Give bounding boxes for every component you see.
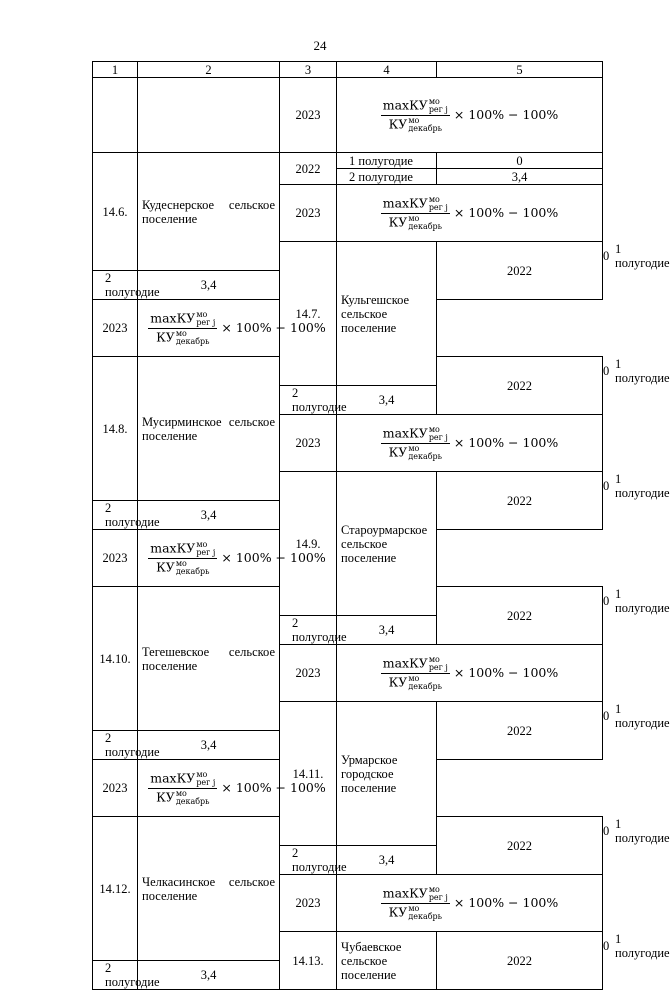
table-row: 14.7. Кульгешское сельское поселение 2022 1 полугодие 0	[93, 242, 603, 271]
formula-cell	[337, 875, 603, 932]
row-number: 14.10.	[93, 587, 138, 731]
index-value: 3,4	[138, 961, 280, 990]
header-col-4: 4	[337, 62, 437, 78]
year-cell: 2022	[437, 587, 603, 645]
row-number: 14.11.	[280, 702, 337, 846]
row-number: 14.13.	[280, 932, 337, 990]
tariff-table	[92, 61, 670, 990]
header-col-1: 1	[93, 62, 138, 78]
row-number: 14.9.	[280, 472, 337, 616]
formula-cell	[337, 415, 603, 472]
header-col-2: 2	[138, 62, 280, 78]
table-row: 14.11. Урмарское городское поселение 2022 1 полугодие 0	[93, 702, 603, 731]
year-cell: 2022	[437, 702, 603, 760]
year-cell: 2022	[437, 472, 603, 530]
settlement-name: Староурмарское сельское поселение	[337, 472, 437, 616]
half-year-label: 2 полугодие	[93, 501, 138, 530]
half-year-label: 2 полугодие	[337, 169, 437, 185]
settlement-name: Урмарское городское поселение	[337, 702, 437, 846]
formula-cell	[337, 645, 603, 702]
table-row	[93, 153, 603, 169]
row-number: 14.6.	[93, 153, 138, 271]
formula-cell	[337, 185, 603, 242]
table-row: 14.9. Староурмарское сельское поселение 2022 1 полугодие 0	[93, 472, 603, 501]
year-cell: 2022	[280, 153, 337, 185]
index-value: 3,4	[337, 616, 437, 645]
year-cell: 2023	[93, 760, 138, 817]
index-value: 3,4	[437, 169, 603, 185]
table-row: 14.8. Мусирминское сельское поселение 2022 1 полугодие 0	[93, 357, 603, 386]
settlement-name: Кудеснерское сельское поселение	[138, 153, 280, 271]
half-year-label: 2 полугодие	[280, 846, 337, 875]
formula-cell	[337, 78, 603, 153]
index-value: 3,4	[138, 271, 280, 300]
settlement-name: Челкасинское сельское поселение	[138, 817, 280, 961]
row-name-empty	[138, 78, 280, 153]
growth-formula: maxКУ мо рег j КУ мо декабрь × 100% − 100%	[382, 884, 559, 921]
index-value: 3,4	[138, 731, 280, 760]
year-cell: 2023	[280, 415, 337, 472]
settlement-name: Кульгешское сельское поселение	[337, 242, 437, 386]
year-cell: 2023	[280, 645, 337, 702]
half-year-label: 2 полугодие	[280, 616, 337, 645]
growth-formula: maxКУ мо рег j КУ мо декабрь × 100% − 100%	[382, 654, 559, 691]
growth-formula: maxКУ мо рег j КУ мо декабрь × 100% − 100%	[150, 769, 326, 806]
index-value: 3,4	[138, 501, 280, 530]
index-value: 3,4	[337, 386, 437, 415]
growth-formula: maxКУ мо рег j КУ мо декабрь × 100% − 100%	[150, 309, 326, 346]
year-cell: 2023	[280, 875, 337, 932]
year-cell: 2023	[93, 530, 138, 587]
half-year-label: 1 полугодие	[337, 153, 437, 169]
table-header-row	[93, 62, 603, 78]
year-cell: 2023	[93, 300, 138, 357]
half-year-label: 2 полугодие	[93, 961, 138, 990]
header-col-5: 5	[437, 62, 603, 78]
index-value: 0	[437, 153, 603, 169]
table-row: 14.12. Челкасинское сельское поселение 2022 1 полугодие 0	[93, 817, 603, 846]
table-row: 14.10. Тегешевское сельское поселение 2022 1 полугодие 0	[93, 587, 603, 616]
index-value: 3,4	[337, 846, 437, 875]
settlement-name: Тегешевское сельское поселение	[138, 587, 280, 731]
row-number: 14.12.	[93, 817, 138, 961]
year-cell: 2022	[437, 242, 603, 300]
growth-formula: maxКУ мо рег j КУ мо декабрь × 100% − 100%	[382, 424, 559, 461]
year-cell: 2022	[437, 357, 603, 415]
row-number: 14.8.	[93, 357, 138, 501]
row-number: 14.7.	[280, 242, 337, 386]
year-cell: 2023	[280, 78, 337, 153]
year-cell: 2022	[437, 932, 603, 990]
growth-formula: maxКУ мо рег j КУ мо декабрь × 100% − 100%	[382, 194, 559, 231]
growth-formula: maxКУ мо рег j КУ мо декабрь × 100% − 100%	[382, 96, 559, 133]
settlement-name: Мусирминское сельское поселение	[138, 357, 280, 501]
half-year-label: 2 полугодие	[280, 386, 337, 415]
table-row: 14.13. Чубаевское сельское поселение 2022 1 полугодие 0	[93, 932, 603, 961]
row-number-empty	[93, 78, 138, 153]
settlement-name: Чубаевское сельское поселение	[337, 932, 437, 990]
growth-formula: maxКУ мо рег j КУ мо декабрь × 100% − 100%	[150, 539, 326, 576]
header-col-3: 3	[280, 62, 337, 78]
half-year-label: 2 полугодие	[93, 271, 138, 300]
year-cell: 2023	[280, 185, 337, 242]
table-row-continuation	[93, 78, 603, 153]
half-year-label: 2 полугодие	[93, 731, 138, 760]
year-cell: 2022	[437, 817, 603, 875]
page-number: 24	[313, 38, 327, 53]
